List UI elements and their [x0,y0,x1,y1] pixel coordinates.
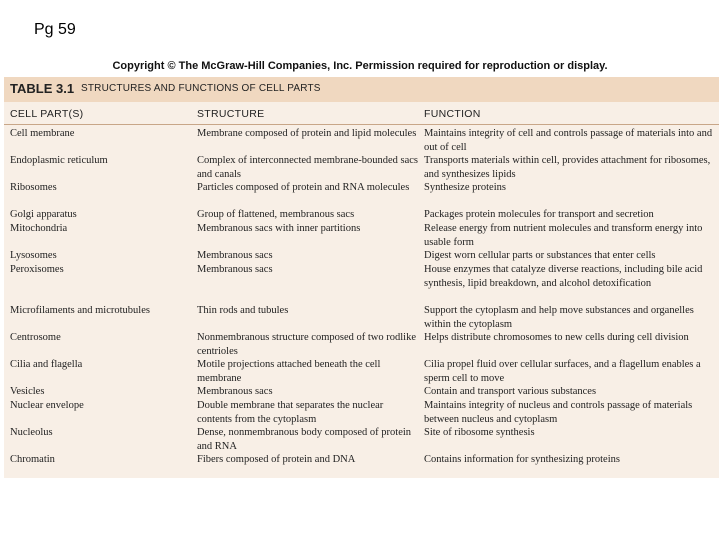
cell-function: Digest worn cellular parts or substances that enter cells [424,250,656,261]
cell-function: Contains information for synthesizing proteins [424,454,620,465]
cell-structure: Nonmembranous structure composed of two rodlike centrioles [197,332,416,357]
cell-part: Vesicles [10,386,45,397]
cell-structure: Thin rods and tubules [197,305,289,316]
cell-part: Microfilaments and microtubules [10,305,150,316]
cell-structure: Complex of interconnected membrane-bounded sacs and canals [197,155,419,180]
cell-function: Release energy from nutrient molecules and transform energy into usable form [424,223,703,248]
cell-part: Mitochondria [10,223,68,234]
cell-function: Transports materials within cell, provides attachment for ribosomes, and synthesizes lipids [424,155,711,180]
table-header-row [4,106,719,125]
cell-function: House enzymes that catalyze diverse reactions, including bile acid synthesis, lipid breakdown, and alcohol detoxification [424,264,703,289]
cell-structure: Group of flattened, membranous sacs [197,209,355,220]
cell-structure: Membranous sacs [197,264,273,275]
cell-part: Centrosome [10,332,61,343]
column-header-structure: STRUCTURE [197,108,265,120]
cell-part: Cilia and flagella [10,359,83,370]
cell-function: Packages protein molecules for transport and secretion [424,209,654,220]
page-label: Pg 59 [34,21,76,38]
cell-structure: Motile projections attached beneath the cell membrane [197,359,381,384]
column-header-function: FUNCTION [424,108,481,120]
cell-structure: Double membrane that separates the nuclear contents from the cytoplasm [197,400,384,425]
cell-function: Contain and transport various substances [424,386,597,397]
cell-function: Synthesize proteins [424,182,506,193]
copyright-notice: Copyright © The McGraw-Hill Companies, Inc. Permission required for reproduction or display. [112,60,608,72]
cell-part: Endoplasmic reticulum [10,155,108,166]
cell-part: Cell membrane [10,128,75,139]
table-title-bar [4,77,719,102]
cell-function: Maintains integrity of nucleus and controls passage of materials between nucleus and cytoplasm [424,400,693,425]
cell-part: Chromatin [10,454,55,465]
cell-part: Lysosomes [10,250,57,261]
cell-structure: Particles composed of protein and RNA molecules [197,182,410,193]
table-number: TABLE 3.1 [10,81,75,96]
cell-function: Site of ribosome synthesis [424,427,535,438]
cell-structure: Membranous sacs [197,386,273,397]
table-caption: STRUCTURES AND FUNCTIONS OF CELL PARTS [81,83,321,94]
cell-parts-table [4,77,719,478]
cell-function: Cilia propel fluid over cellular surfaces, and a flagellum enables a sperm cell to move [424,359,701,384]
cell-structure: Membranous sacs with inner partitions [197,223,361,234]
cell-function: Support the cytoplasm and help move substances and organelles within the cytoplasm [424,305,694,330]
cell-structure: Fibers composed of protein and DNA [197,454,356,465]
cell-part: Peroxisomes [10,264,64,275]
column-header-cell-part: CELL PART(S) [10,108,84,120]
cell-structure: Dense, nonmembranous body composed of protein and RNA [197,427,412,452]
cell-part: Nuclear envelope [10,400,84,411]
cell-function: Maintains integrity of cell and controls passage of materials into and out of cell [424,128,713,153]
cell-function: Helps distribute chromosomes to new cells during cell division [424,332,689,343]
cell-part: Nucleolus [10,427,53,438]
cell-structure: Membrane composed of protein and lipid molecules [197,128,417,139]
cell-part: Ribosomes [10,182,57,193]
cell-structure: Membranous sacs [197,250,273,261]
cell-part: Golgi apparatus [10,209,77,220]
